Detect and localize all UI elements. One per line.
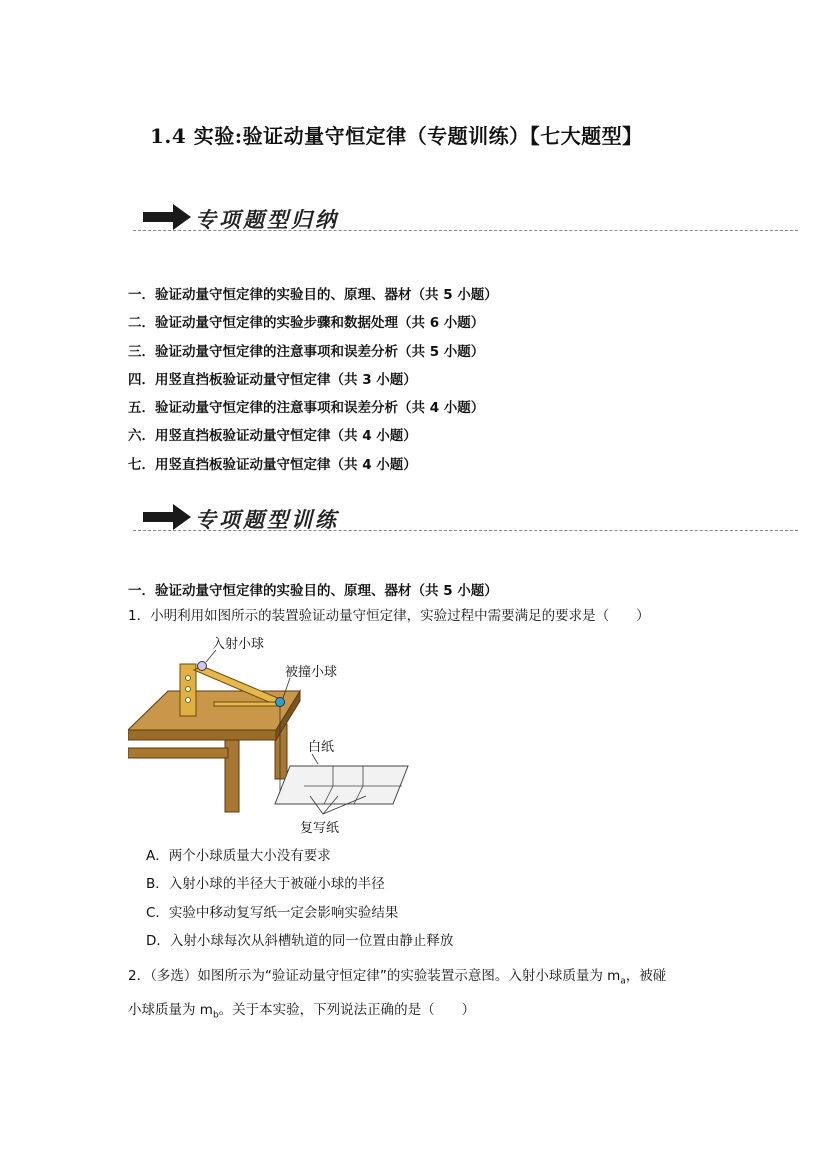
- question-1-stem: 1．小明利用如图所示的装置验证动量守恒定律，实验过程中需要满足的要求是（ ）: [128, 608, 650, 624]
- apparatus-figure: [128, 636, 418, 841]
- question-1-options: [146, 846, 453, 959]
- white-paper: [275, 766, 408, 804]
- topic-item: 五．验证动量守恒定律的注意事项和误差分析（共 4 小题）: [128, 400, 485, 417]
- table-leg: [225, 734, 239, 812]
- question-2-stem: 2．（多选）如图所示为“验证动量守恒定律”的实验装置示意图。入射小球质量为 $m_a$，被碰 小球质量为 $m_b$。关于本实验，下列说法正确的是（ ）: [128, 968, 667, 1021]
- arrow-icon: [143, 204, 191, 230]
- divider: [133, 230, 798, 231]
- label-target-ball: 被撞小球: [285, 665, 338, 680]
- option-b: B．入射小球的半径大于被碰小球的半径: [146, 876, 385, 893]
- section-heading: 一．验证动量守恒定律的实验目的、原理、器材（共 5 小题）: [128, 583, 498, 599]
- option-d: D．入射小球每次从斜槽轨道的同一位置由静止释放: [146, 932, 454, 949]
- section-banner-training: [133, 500, 798, 540]
- table-edge: [128, 730, 276, 740]
- topic-item: 三．验证动量守恒定律的注意事项和误差分析（共 5 小题）: [128, 343, 485, 360]
- option-c: C．实验中移动复写纸一定会影响实验结果: [146, 904, 399, 921]
- option-a: A．两个小球质量大小没有要求: [146, 848, 331, 864]
- banner-text: 专项题型训练: [195, 507, 339, 532]
- page-title: 1.4 实验:验证动量守恒定律（专题训练）【七大题型】: [150, 124, 643, 148]
- table-crossbar: [128, 748, 228, 758]
- topic-item: 二．验证动量守恒定律的实验步骤和数据处理（共 6 小题）: [128, 315, 485, 332]
- divider: [133, 530, 798, 531]
- topic-item: 七．用竖直挡板验证动量守恒定律（共 4 小题）: [128, 456, 417, 473]
- label-carbon-paper: 复写纸: [300, 821, 340, 836]
- target-ball: [276, 698, 285, 707]
- arrow-icon: [143, 504, 191, 530]
- label-white-paper: 白纸: [308, 740, 335, 755]
- incident-ball: [198, 662, 207, 671]
- section-banner-summary: [133, 200, 798, 240]
- topic-list: [128, 285, 498, 483]
- topic-item: 四．用竖直挡板验证动量守恒定律（共 3 小题）: [128, 371, 417, 388]
- topic-item: 一．验证动量守恒定律的实验目的、原理、器材（共 5 小题）: [128, 287, 498, 303]
- topic-item: 六．用竖直挡板验证动量守恒定律（共 4 小题）: [128, 428, 417, 445]
- banner-text: 专项题型归纳: [195, 207, 339, 232]
- label-incident-ball: 入射小球: [212, 637, 265, 652]
